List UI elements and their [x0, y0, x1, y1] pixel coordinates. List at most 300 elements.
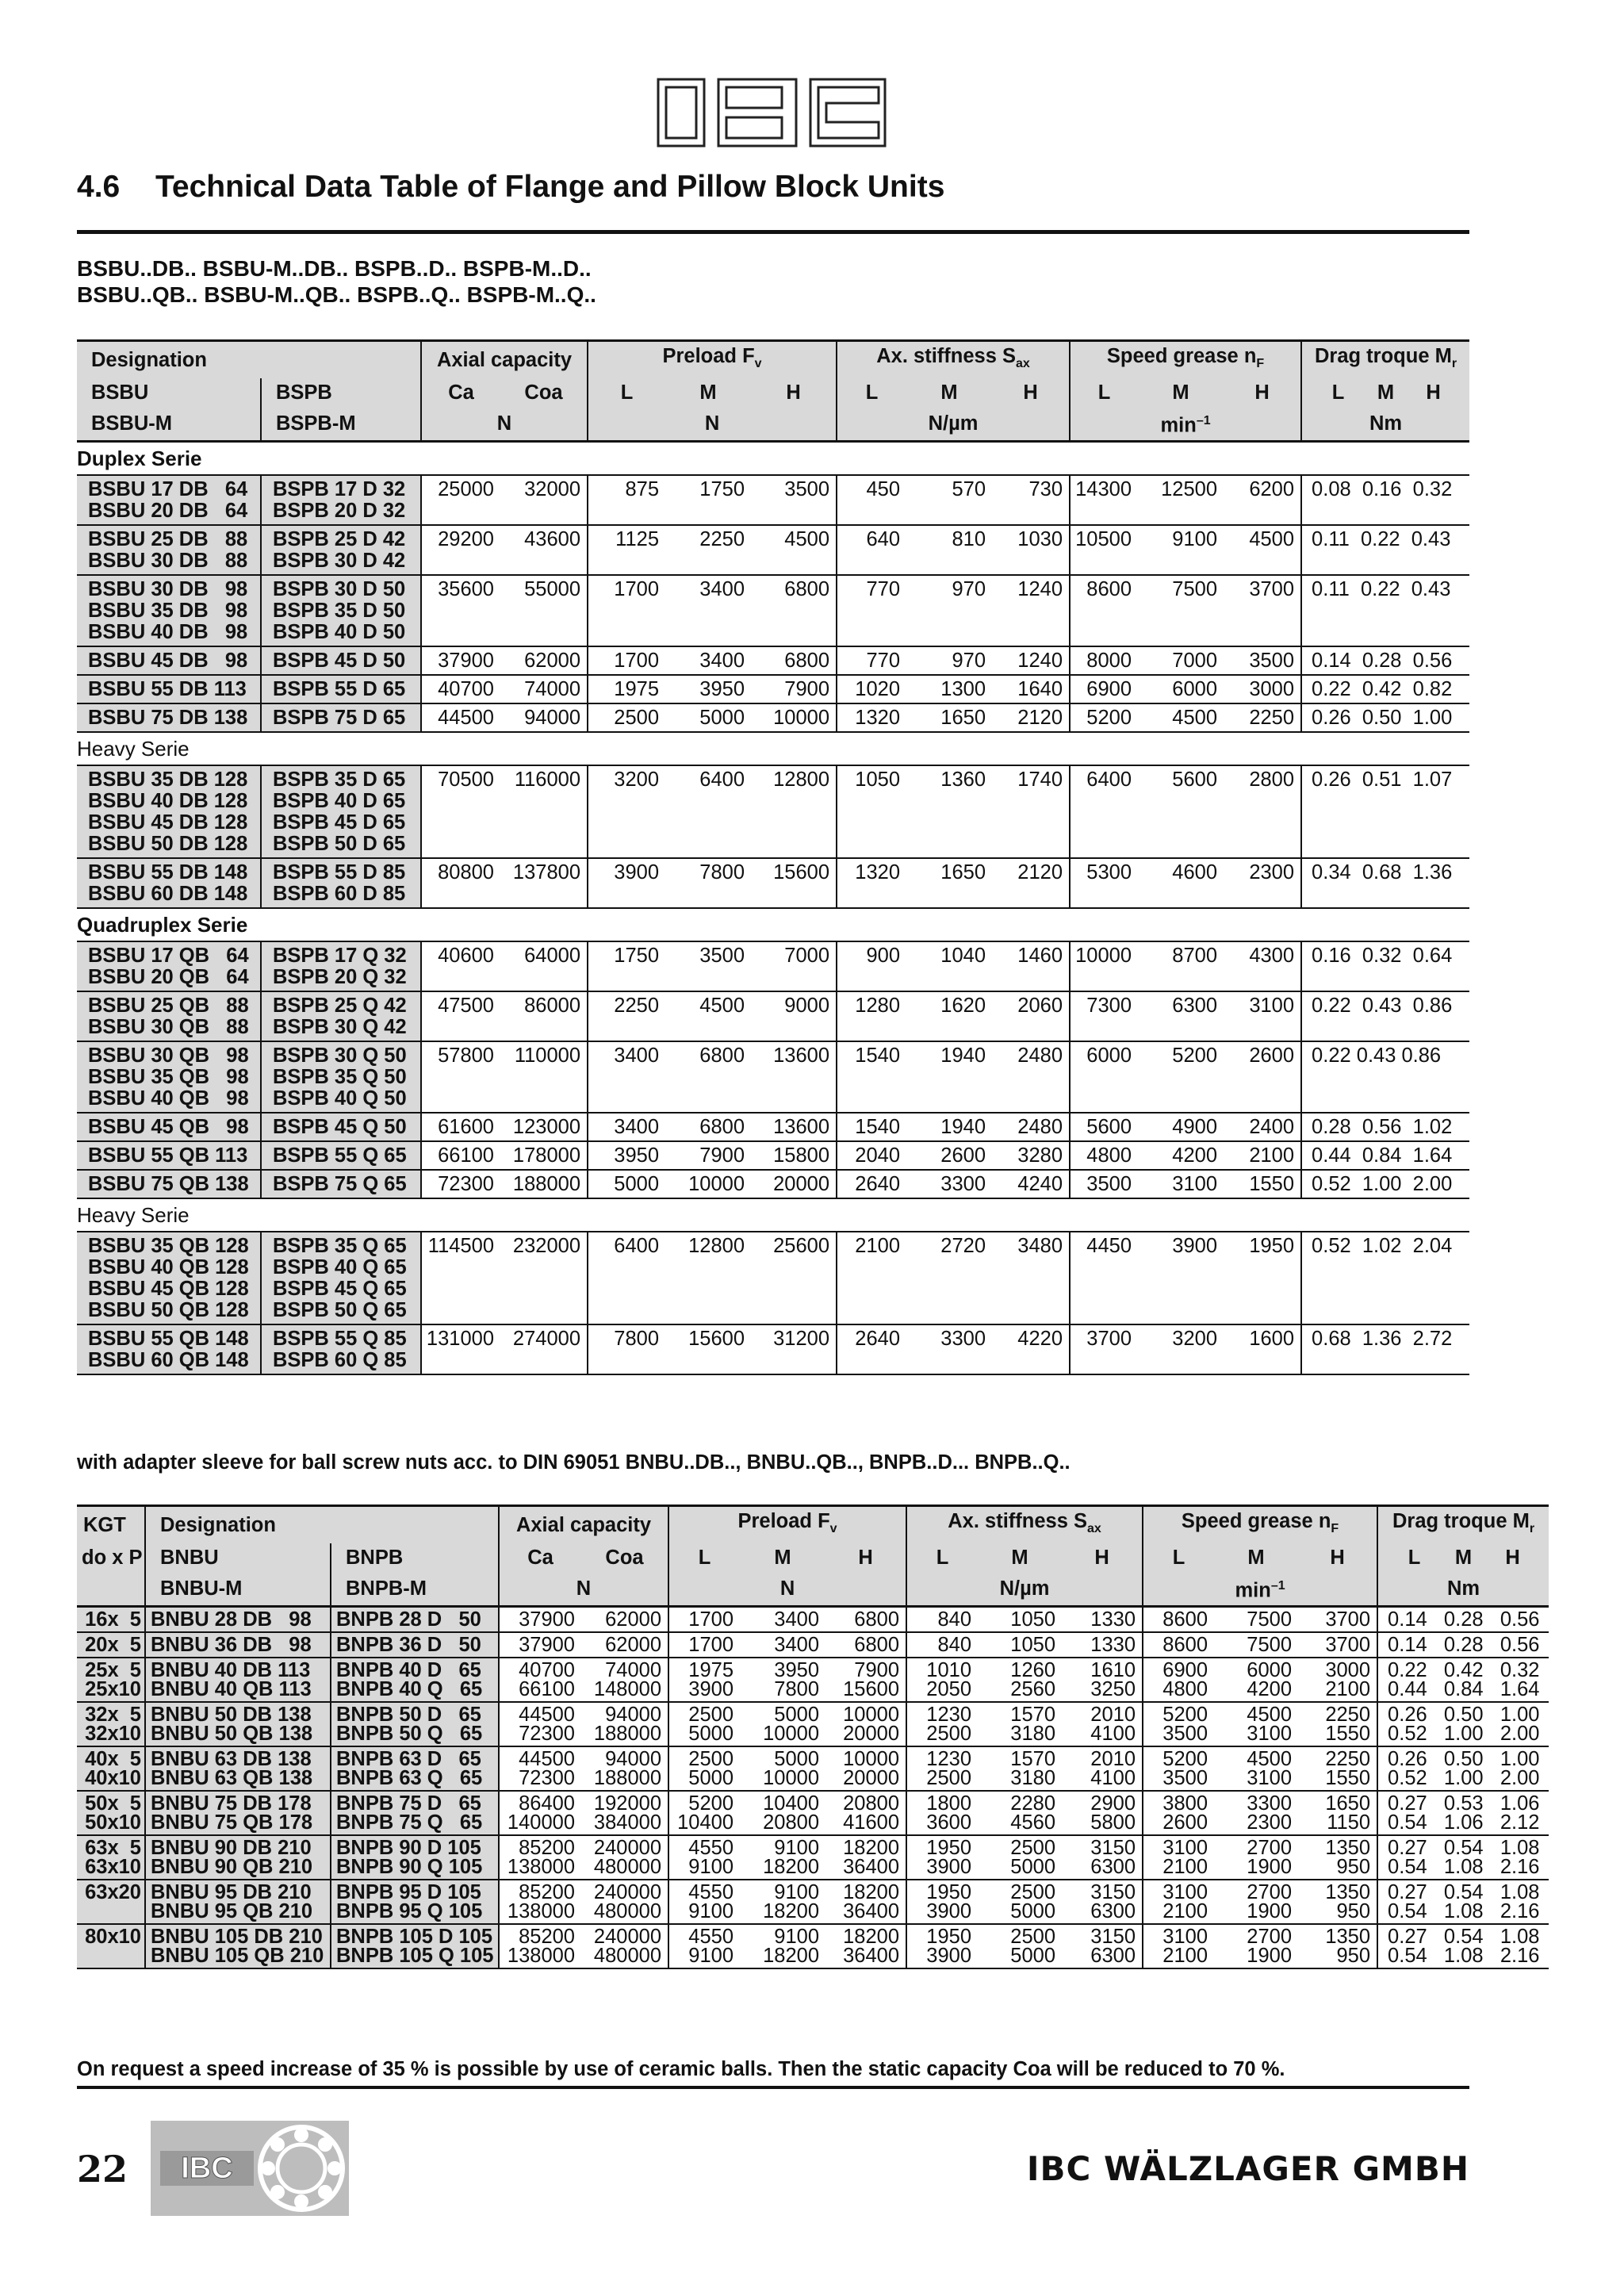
cell-drag: 0.22 0.43 0.86 — [1301, 1041, 1469, 1113]
cell-speed-m: 4500 — [1138, 703, 1224, 732]
cell-stiff-m: 970 — [906, 646, 992, 675]
bspb-designation: BSPB 25 D 42 BSPB 30 D 42 — [261, 525, 421, 575]
cell-preload-h: 10000 20000 — [825, 1702, 906, 1746]
col-bsbu: BSBU — [77, 378, 261, 407]
cell-coa: 62000 — [581, 1632, 668, 1658]
cell-coa: 123000 — [500, 1113, 588, 1141]
bnpb-designation: BNPB 28 D 50 — [331, 1606, 499, 1632]
bspb-designation: BSPB 17 D 32 BSPB 20 D 32 — [261, 475, 421, 525]
cell-drag: 0.27 0.53 1.06 0.54 1.06 2.12 — [1377, 1791, 1549, 1835]
page-number: 22 — [77, 2148, 128, 2191]
cell-ca: 86400 140000 — [499, 1791, 581, 1835]
cell-speed-l: 3700 — [1070, 1324, 1138, 1374]
cell-drag: 0.27 0.54 1.08 0.54 1.08 2.16 — [1377, 1880, 1549, 1924]
table-row — [77, 1924, 1549, 1968]
cell-coa: 274000 — [500, 1324, 588, 1374]
cell-preload-l: 5200 10400 — [668, 1791, 740, 1835]
svg-text:IBC: IBC — [181, 2152, 233, 2185]
cell-drag: 0.14 0.28 0.56 — [1377, 1606, 1549, 1632]
col-stiffness: Ax. stiffness $S_{ax}$ — [837, 341, 1070, 379]
cell-stiff-m: 1650 — [906, 858, 992, 908]
cell-stiff-m: 1650 — [906, 703, 992, 732]
col-speed: Speed grease $n_F$ — [1143, 1506, 1377, 1544]
cell-drag: 0.22 0.43 0.86 — [1301, 991, 1469, 1041]
cell-preload-l: 2500 5000 — [668, 1702, 740, 1746]
unit-stiffness: N/µm — [906, 1572, 1143, 1606]
cell-ca: 37900 — [499, 1632, 581, 1658]
cell-stiff-m: 1050 — [978, 1606, 1062, 1632]
cell-drag: 0.08 0.16 0.32 — [1301, 475, 1469, 525]
cell-stiff-l: 1230 2500 — [906, 1746, 978, 1791]
cell-drag: 0.22 0.42 0.82 — [1301, 675, 1469, 703]
cell-preload-m: 3400 — [665, 575, 751, 646]
section-title: Heavy Serie — [77, 736, 190, 761]
cell-stiff-m: 1940 — [906, 1041, 992, 1113]
cell-preload-h: 6800 — [825, 1632, 906, 1658]
cell-drag: 0.27 0.54 1.08 0.54 1.08 2.16 — [1377, 1835, 1549, 1880]
bsbu-designation: BSBU 45 DB 98 — [77, 646, 261, 675]
cell-ca: 25000 — [421, 475, 500, 525]
cell-drag: 0.22 0.42 0.32 0.44 0.84 1.64 — [1377, 1658, 1549, 1702]
table-row — [77, 525, 1469, 575]
cell-speed-m: 8700 — [1138, 941, 1224, 991]
col-drag-lmh: L M H — [1301, 378, 1469, 407]
cell-ca: 70500 — [421, 765, 500, 858]
cell-speed-h: 2800 — [1224, 765, 1301, 858]
unit-axial: N — [499, 1572, 668, 1606]
cell-ca: 44500 72300 — [499, 1746, 581, 1791]
cell-speed-m: 6300 — [1138, 991, 1224, 1041]
cell-stiff-h: 1610 3250 — [1062, 1658, 1143, 1702]
cell-speed-m: 5200 — [1138, 1041, 1224, 1113]
kgt-size: 63x20 — [77, 1880, 145, 1924]
cell-stiff-m: 1040 — [906, 941, 992, 991]
cell-stiff-h: 2060 — [992, 991, 1070, 1041]
cell-speed-h: 1350 950 — [1298, 1835, 1377, 1880]
col-axial-capacity: Axial capacity — [421, 341, 588, 379]
cell-stiff-m: 1940 — [906, 1113, 992, 1141]
cell-speed-m: 4500 3100 — [1214, 1746, 1298, 1791]
cell-ca: 29200 — [421, 525, 500, 575]
cell-ca: 61600 — [421, 1113, 500, 1141]
cell-coa: 62000 — [581, 1606, 668, 1632]
col-speed-h: H — [1298, 1543, 1377, 1572]
cell-stiff-m: 570 — [906, 475, 992, 525]
cell-stiff-l: 1950 3900 — [906, 1835, 978, 1880]
col-speed-l: L — [1070, 378, 1138, 407]
cell-stiff-l: 1280 — [837, 991, 906, 1041]
col-preload-l: L — [668, 1543, 740, 1572]
cell-stiff-l: 1540 — [837, 1041, 906, 1113]
bspb-designation: BSPB 25 Q 42 BSPB 30 Q 42 — [261, 991, 421, 1041]
cell-stiff-l: 770 — [837, 575, 906, 646]
col-drag-lmh: L M H — [1377, 1543, 1549, 1572]
bnbu-designation: BNBU 40 DB 113 BNBU 40 QB 113 — [145, 1658, 331, 1702]
cell-speed-m: 7500 — [1138, 575, 1224, 646]
cell-speed-h: 1350 950 — [1298, 1880, 1377, 1924]
cell-ca: 85200 138000 — [499, 1924, 581, 1968]
cell-preload-h: 20800 41600 — [825, 1791, 906, 1835]
cell-preload-l: 1975 — [588, 675, 665, 703]
cell-stiff-m: 1360 — [906, 765, 992, 858]
table-row — [77, 1658, 1549, 1702]
cell-stiff-m: 2500 5000 — [978, 1835, 1062, 1880]
cell-preload-m: 1750 — [665, 475, 751, 525]
cell-preload-m: 3950 7800 — [740, 1658, 825, 1702]
cell-coa: 137800 — [500, 858, 588, 908]
bnbu-designation: BNBU 95 DB 210 BNBU 95 QB 210 — [145, 1880, 331, 1924]
cell-preload-h: 13600 — [751, 1041, 837, 1113]
cell-stiff-h: 2480 — [992, 1041, 1070, 1113]
bsbu-designation: BSBU 75 DB 138 — [77, 703, 261, 732]
table-row — [77, 703, 1469, 732]
col-bnbu: BNBU — [145, 1543, 331, 1572]
unit-stiffness: N/µm — [837, 407, 1070, 441]
cell-stiff-l: 640 — [837, 525, 906, 575]
bnbu-designation: BNBU 50 DB 138 BNBU 50 QB 138 — [145, 1702, 331, 1746]
cell-speed-h: 2250 1550 — [1298, 1702, 1377, 1746]
cell-speed-h: 1950 — [1224, 1232, 1301, 1324]
cell-drag: 0.52 1.02 2.04 — [1301, 1232, 1469, 1324]
cell-preload-l: 1750 — [588, 941, 665, 991]
cell-speed-m: 3900 — [1138, 1232, 1224, 1324]
col-designation: Designation — [145, 1506, 499, 1544]
cell-preload-h: 20000 — [751, 1170, 837, 1198]
cell-speed-h: 3500 — [1224, 646, 1301, 675]
cell-stiff-m: 2600 — [906, 1141, 992, 1170]
cell-stiff-l: 1020 — [837, 675, 906, 703]
bspb-designation: BSPB 35 D 65 BSPB 40 D 65 BSPB 45 D 65 BSPB 50 D 65 — [261, 765, 421, 858]
cell-speed-l: 10500 — [1070, 525, 1138, 575]
cell-preload-h: 9000 — [751, 991, 837, 1041]
bnbu-designation: BNBU 28 DB 98 — [145, 1606, 331, 1632]
section-title: Technical Data Table of Flange and Pillow Block Units — [155, 170, 945, 204]
cell-stiff-h: 3280 — [992, 1141, 1070, 1170]
ceramic-ball-note: On request a speed increase of 35 % is possible by use of ceramic balls. Then the static capacity Coa will be reduced to 70 %. — [77, 2058, 1285, 2080]
cell-coa: 86000 — [500, 991, 588, 1041]
unit-drag: Nm — [1301, 407, 1469, 441]
cell-stiff-l: 1050 — [837, 765, 906, 858]
cell-drag: 0.26 0.50 1.00 0.52 1.00 2.00 — [1377, 1746, 1549, 1791]
cell-speed-l: 5600 — [1070, 1113, 1138, 1141]
cell-coa: 74000 148000 — [581, 1658, 668, 1702]
cell-coa: 188000 — [500, 1170, 588, 1198]
cell-stiff-h: 3150 6300 — [1062, 1880, 1143, 1924]
kgt-size: 16x 5 — [77, 1606, 145, 1632]
cell-speed-h: 3700 — [1298, 1606, 1377, 1632]
table-row — [77, 675, 1469, 703]
col-stiff-m: M — [906, 378, 992, 407]
cell-speed-h: 3700 — [1298, 1632, 1377, 1658]
table-row — [77, 1170, 1469, 1198]
table-row — [77, 1141, 1469, 1170]
ibc-logo — [655, 76, 888, 149]
kgt-size: 63x 5 63x10 — [77, 1835, 145, 1880]
cell-speed-h: 2300 — [1224, 858, 1301, 908]
cell-stiff-h: 4220 — [992, 1324, 1070, 1374]
cell-speed-m: 6000 — [1138, 675, 1224, 703]
cell-stiff-h: 3150 6300 — [1062, 1924, 1143, 1968]
cell-drag: 0.27 0.54 1.08 0.54 1.08 2.16 — [1377, 1924, 1549, 1968]
cell-speed-h: 2600 — [1224, 1041, 1301, 1113]
cell-stiff-m: 2500 5000 — [978, 1880, 1062, 1924]
cell-stiff-l: 2640 — [837, 1324, 906, 1374]
cell-stiff-l: 2100 — [837, 1232, 906, 1324]
cell-stiff-m: 1260 2560 — [978, 1658, 1062, 1702]
cell-speed-h: 1350 950 — [1298, 1924, 1377, 1968]
cell-speed-h: 1600 — [1224, 1324, 1301, 1374]
cell-drag: 0.14 0.28 0.56 — [1377, 1632, 1549, 1658]
page-title — [77, 170, 944, 205]
table-row — [77, 1232, 1469, 1324]
cell-stiff-l: 1230 2500 — [906, 1702, 978, 1746]
cell-speed-l: 4450 — [1070, 1232, 1138, 1324]
table-row — [77, 1835, 1549, 1880]
cell-ca: 85200 138000 — [499, 1835, 581, 1880]
cell-preload-l: 2500 5000 — [668, 1746, 740, 1791]
cell-preload-m: 10400 20800 — [740, 1791, 825, 1835]
bsbu-designation: BSBU 17 DB 64 BSBU 20 DB 64 — [77, 475, 261, 525]
col-preload-h: H — [751, 378, 837, 407]
cell-speed-h: 2250 1550 — [1298, 1746, 1377, 1791]
cell-speed-h: 3100 — [1224, 991, 1301, 1041]
cell-preload-l: 2250 — [588, 991, 665, 1041]
cell-coa: 94000 188000 — [581, 1746, 668, 1791]
cell-speed-m: 6000 4200 — [1214, 1658, 1298, 1702]
bspb-designation: BSPB 17 Q 32 BSPB 20 Q 32 — [261, 941, 421, 991]
cell-preload-m: 9100 18200 — [740, 1880, 825, 1924]
cell-speed-h: 4300 — [1224, 941, 1301, 991]
cell-coa: 94000 — [500, 703, 588, 732]
col-bnpb-m: BNPB-M — [331, 1572, 499, 1606]
cell-preload-h: 31200 — [751, 1324, 837, 1374]
section-title: Heavy Serie — [77, 1202, 190, 1227]
col-preload-m: M — [665, 378, 751, 407]
cell-preload-m: 9100 18200 — [740, 1835, 825, 1880]
cell-speed-l: 6000 — [1070, 1041, 1138, 1113]
cell-speed-l: 6900 — [1070, 675, 1138, 703]
table-row — [77, 1702, 1549, 1746]
col-kgt: KGT — [77, 1506, 145, 1544]
kgt-size: 40x 5 40x10 — [77, 1746, 145, 1791]
section-title: Quadruplex Serie — [77, 912, 248, 937]
cell-speed-m: 2700 1900 — [1214, 1924, 1298, 1968]
cell-preload-l: 1700 — [668, 1606, 740, 1632]
bsbu-designation: BSBU 55 QB 148 BSBU 60 QB 148 — [77, 1324, 261, 1374]
cell-preload-m: 4500 — [665, 991, 751, 1041]
cell-stiff-m: 3300 — [906, 1170, 992, 1198]
cell-preload-m: 10000 — [665, 1170, 751, 1198]
cell-stiff-h: 1330 — [1062, 1632, 1143, 1658]
cell-stiff-l: 1800 3600 — [906, 1791, 978, 1835]
cell-coa: 32000 — [500, 475, 588, 525]
bsbu-designation: BSBU 17 QB 64 BSBU 20 QB 64 — [77, 941, 261, 991]
table-row — [77, 858, 1469, 908]
cell-stiff-l: 900 — [837, 941, 906, 991]
cell-stiff-h: 3150 6300 — [1062, 1835, 1143, 1880]
cell-drag: 0.11 0.22 0.43 — [1301, 575, 1469, 646]
cell-preload-l: 1700 — [668, 1632, 740, 1658]
cell-preload-l: 5000 — [588, 1170, 665, 1198]
bspb-designation: BSPB 45 Q 50 — [261, 1113, 421, 1141]
cell-coa: 232000 — [500, 1232, 588, 1324]
cell-preload-l: 3400 — [588, 1041, 665, 1113]
col-stiff-m: M — [978, 1543, 1062, 1572]
cell-stiff-h: 2900 5800 — [1062, 1791, 1143, 1835]
table-row — [77, 1606, 1549, 1632]
bspb-designation: BSPB 55 Q 65 — [261, 1141, 421, 1170]
cell-coa: 94000 188000 — [581, 1702, 668, 1746]
table-row — [77, 1880, 1549, 1924]
cell-coa: 240000 480000 — [581, 1835, 668, 1880]
bspb-designation: BSPB 55 D 65 — [261, 675, 421, 703]
bnbu-designation: BNBU 75 DB 178 BNBU 75 QB 178 — [145, 1791, 331, 1835]
cell-ca: 44500 72300 — [499, 1702, 581, 1746]
col-ca: Ca — [499, 1543, 581, 1572]
bsbu-designation: BSBU 55 DB 148 BSBU 60 DB 148 — [77, 858, 261, 908]
ibc-bearing-logo — [151, 2121, 349, 2216]
bspb-designation: BSPB 55 D 85 BSPB 60 D 85 — [261, 858, 421, 908]
cell-stiff-h: 2010 4100 — [1062, 1746, 1143, 1791]
cell-preload-h: 18200 36400 — [825, 1835, 906, 1880]
cell-ca: 131000 — [421, 1324, 500, 1374]
title-rule — [77, 230, 1469, 234]
ball-screw-unit-table — [77, 1504, 1549, 1969]
cell-stiff-m: 2500 5000 — [978, 1924, 1062, 1968]
cell-speed-m: 3200 — [1138, 1324, 1224, 1374]
cell-preload-h: 13600 — [751, 1113, 837, 1141]
cell-preload-m: 5000 10000 — [740, 1746, 825, 1791]
cell-preload-h: 6800 — [751, 646, 837, 675]
cell-preload-m: 7900 — [665, 1141, 751, 1170]
cell-preload-l: 1700 — [588, 575, 665, 646]
cell-drag: 0.11 0.22 0.43 — [1301, 525, 1469, 575]
table-row — [77, 646, 1469, 675]
cell-speed-m: 2700 1900 — [1214, 1880, 1298, 1924]
col-preload: Preload $F_v$ — [668, 1506, 906, 1544]
cell-preload-m: 12800 — [665, 1232, 751, 1324]
cell-preload-l: 4550 9100 — [668, 1880, 740, 1924]
cell-preload-m: 6400 — [665, 765, 751, 858]
cell-stiff-m: 970 — [906, 575, 992, 646]
cell-coa: 178000 — [500, 1141, 588, 1170]
cell-speed-m: 12500 — [1138, 475, 1224, 525]
cell-preload-h: 12800 — [751, 765, 837, 858]
bottom-rule — [77, 2086, 1469, 2089]
kgt-size: 25x 5 25x10 — [77, 1658, 145, 1702]
cell-stiff-h: 2480 — [992, 1113, 1070, 1141]
cell-stiff-m: 1300 — [906, 675, 992, 703]
bspb-designation: BSPB 35 Q 65 BSPB 40 Q 65 BSPB 45 Q 65 BSPB 50 Q 65 — [261, 1232, 421, 1324]
bspb-designation: BSPB 45 D 50 — [261, 646, 421, 675]
col-drag: Drag troque $M_r$ — [1377, 1506, 1549, 1544]
cell-drag: 0.14 0.28 0.56 — [1301, 646, 1469, 675]
cell-stiff-l: 2640 — [837, 1170, 906, 1198]
cell-stiff-l: 840 — [906, 1632, 978, 1658]
cell-speed-l: 5200 — [1070, 703, 1138, 732]
cell-drag: 0.16 0.32 0.64 — [1301, 941, 1469, 991]
cell-ca: 40700 66100 — [499, 1658, 581, 1702]
table-row — [77, 991, 1469, 1041]
cell-speed-h: 1550 — [1224, 1170, 1301, 1198]
unit-speed: $\min^{-1}$ — [1143, 1572, 1377, 1606]
cell-speed-m: 7000 — [1138, 646, 1224, 675]
col-doxp: do x P — [77, 1543, 145, 1572]
cell-speed-l: 8600 — [1143, 1632, 1214, 1658]
company-name: IBC WÄLZLAGER GMBH — [1026, 2149, 1469, 2188]
cell-speed-h: 3000 — [1224, 675, 1301, 703]
cell-speed-h: 4500 — [1224, 525, 1301, 575]
series-line-1: BSBU..DB.. BSBU-M..DB.. BSPB..D.. BSPB-M..D.. — [77, 256, 592, 281]
cell-speed-m: 2700 1900 — [1214, 1835, 1298, 1880]
cell-coa: 240000 480000 — [581, 1880, 668, 1924]
cell-speed-m: 3300 2300 — [1214, 1791, 1298, 1835]
cell-drag: 0.52 1.00 2.00 — [1301, 1170, 1469, 1198]
cell-stiff-m: 810 — [906, 525, 992, 575]
cell-stiff-l: 1950 3900 — [906, 1924, 978, 1968]
cell-preload-h: 15600 — [751, 858, 837, 908]
cell-coa: 74000 — [500, 675, 588, 703]
cell-preload-l: 3900 — [588, 858, 665, 908]
cell-drag: 0.28 0.56 1.02 — [1301, 1113, 1469, 1141]
bnpb-designation: BNPB 36 D 50 — [331, 1632, 499, 1658]
cell-stiff-h: 1640 — [992, 675, 1070, 703]
cell-speed-m: 4200 — [1138, 1141, 1224, 1170]
cell-stiff-h: 1240 — [992, 646, 1070, 675]
col-coa: Coa — [581, 1543, 668, 1572]
cell-preload-h: 25600 — [751, 1232, 837, 1324]
bspb-designation: BSPB 75 D 65 — [261, 703, 421, 732]
unit-axial: N — [421, 407, 588, 441]
bnpb-designation: BNPB 75 D 65 BNPB 75 Q 65 — [331, 1791, 499, 1835]
bnpb-designation: BNPB 40 D 65 BNPB 40 Q 65 — [331, 1658, 499, 1702]
col-coa: Coa — [500, 378, 588, 407]
cell-ca: 80800 — [421, 858, 500, 908]
col-bspb: BSPB — [261, 378, 421, 407]
cell-speed-h: 2250 — [1224, 703, 1301, 732]
cell-stiff-h: 1030 — [992, 525, 1070, 575]
cell-speed-l: 8000 — [1070, 646, 1138, 675]
bnpb-designation: BNPB 105 D 105 BNPB 105 Q 105 — [331, 1924, 499, 1968]
cell-speed-m: 4600 — [1138, 858, 1224, 908]
cell-stiff-h: 2120 — [992, 703, 1070, 732]
bnpb-designation: BNPB 50 D 65 BNPB 50 Q 65 — [331, 1702, 499, 1746]
cell-speed-l: 8600 — [1143, 1606, 1214, 1632]
cell-speed-l: 5200 3500 — [1143, 1746, 1214, 1791]
col-speed-h: H — [1224, 378, 1301, 407]
cell-stiff-m: 3300 — [906, 1324, 992, 1374]
cell-stiff-l: 770 — [837, 646, 906, 675]
cell-preload-l: 6400 — [588, 1232, 665, 1324]
cell-speed-l: 7300 — [1070, 991, 1138, 1041]
cell-speed-m: 4900 — [1138, 1113, 1224, 1141]
bsbu-designation: BSBU 30 QB 98 BSBU 35 QB 98 BSBU 40 QB 98 — [77, 1041, 261, 1113]
bsbu-designation: BSBU 35 DB 128 BSBU 40 DB 128 BSBU 45 DB 128 BSBU 50 DB 128 — [77, 765, 261, 858]
cell-speed-m: 7500 — [1214, 1632, 1298, 1658]
cell-stiff-l: 1950 3900 — [906, 1880, 978, 1924]
col-preload-l: L — [588, 378, 665, 407]
bspb-designation: BSPB 30 Q 50 BSPB 35 Q 50 BSPB 40 Q 50 — [261, 1041, 421, 1113]
cell-coa: 43600 — [500, 525, 588, 575]
cell-ca: 40600 — [421, 941, 500, 991]
cell-drag: 0.26 0.50 1.00 — [1301, 703, 1469, 732]
bsbu-designation: BSBU 30 DB 98 BSBU 35 DB 98 BSBU 40 DB 98 — [77, 575, 261, 646]
cell-stiff-h: 2010 4100 — [1062, 1702, 1143, 1746]
col-speed-l: L — [1143, 1543, 1214, 1572]
cell-preload-m: 3400 — [665, 646, 751, 675]
cell-preload-m: 3950 — [665, 675, 751, 703]
cell-preload-l: 7800 — [588, 1324, 665, 1374]
